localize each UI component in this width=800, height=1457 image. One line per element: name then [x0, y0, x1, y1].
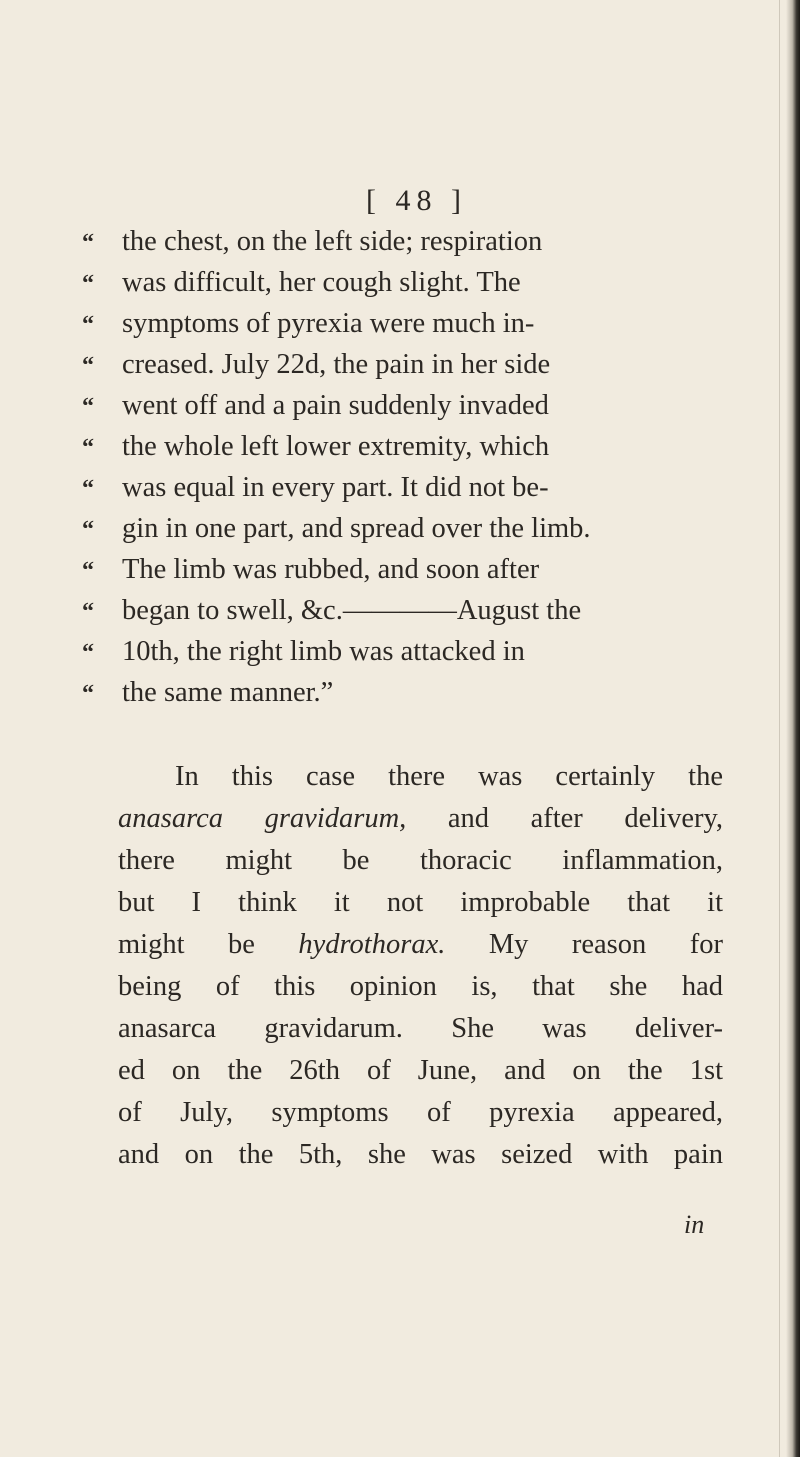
quote-mark: “ — [82, 230, 94, 256]
paragraph-text: My reason for — [445, 929, 723, 960]
quoted-line-text: 10th, the right limb was attacked in — [122, 636, 525, 667]
quoted-line — [82, 345, 722, 385]
quoted-line-text: was difficult, her cough slight. The — [122, 267, 521, 298]
quote-mark: “ — [82, 599, 94, 625]
quoted-line-text: creased. July 22d, the pain in her side — [122, 349, 551, 380]
paragraph-line: In this case there was certainly the — [175, 761, 723, 792]
italic-term: hydrothorax. — [298, 929, 446, 960]
quoted-line — [82, 468, 722, 508]
paragraph-text: might be — [118, 929, 299, 960]
quote-mark: “ — [82, 312, 94, 338]
page-binding-edge — [786, 0, 800, 1457]
quoted-line-text: the whole left lower extremity, which — [122, 431, 550, 462]
page-edge-line — [779, 0, 780, 1457]
quoted-line — [82, 673, 722, 713]
quote-mark: “ — [82, 558, 94, 584]
quoted-line — [82, 591, 722, 631]
quoted-line — [82, 386, 722, 426]
quote-mark: “ — [82, 435, 94, 461]
quoted-line — [82, 509, 722, 549]
quote-mark: “ — [82, 353, 94, 379]
page-number: [ 48 ] — [366, 184, 467, 217]
quoted-line — [82, 263, 722, 303]
quoted-line-text: began to swell, &c.————August the — [122, 595, 582, 626]
quoted-line — [82, 304, 722, 344]
quoted-line — [82, 550, 722, 590]
paragraph-line: ed on the 26th of June, and on the 1st — [118, 1055, 723, 1086]
quoted-line-text: The limb was rubbed, and soon after — [122, 554, 540, 585]
paragraph-line: but I think it not improbable that it — [118, 887, 723, 918]
catchword: in — [684, 1210, 705, 1239]
italic-term: anasarca gravidarum, — [118, 803, 407, 834]
paragraph-line: being of this opinion is, that she had — [118, 971, 723, 1002]
quoted-line — [82, 222, 722, 262]
quoted-line-text: the chest, on the left side; respiration — [122, 226, 543, 257]
quoted-line — [82, 427, 722, 467]
quoted-line-text: symptoms of pyrexia were much in- — [122, 308, 535, 339]
quote-mark: “ — [82, 640, 94, 666]
paragraph-line: there might be thoracic inflammation, — [118, 845, 723, 876]
paragraph-line: of July, symptoms of pyrexia appeared, — [118, 1097, 723, 1128]
paragraph-line — [118, 925, 723, 965]
quote-mark: “ — [82, 681, 94, 707]
quote-mark: “ — [82, 394, 94, 420]
quote-mark: “ — [82, 271, 94, 297]
paragraph-line: anasarca gravidarum. She was deliver- — [118, 1013, 723, 1044]
paragraph-text: and after delivery, — [406, 803, 724, 834]
quoted-line-text: the same manner.” — [122, 677, 334, 708]
quote-mark: “ — [82, 517, 94, 543]
paragraph-line: and on the 5th, she was seized with pain — [118, 1139, 723, 1170]
quoted-line-text: gin in one part, and spread over the limb. — [122, 513, 591, 544]
quoted-line-text: went off and a pain suddenly invaded — [122, 390, 549, 421]
paragraph-line — [118, 799, 723, 839]
quote-mark: “ — [82, 476, 94, 502]
quoted-line-text: was equal in every part. It did not be- — [122, 472, 549, 503]
quoted-line — [82, 632, 722, 672]
